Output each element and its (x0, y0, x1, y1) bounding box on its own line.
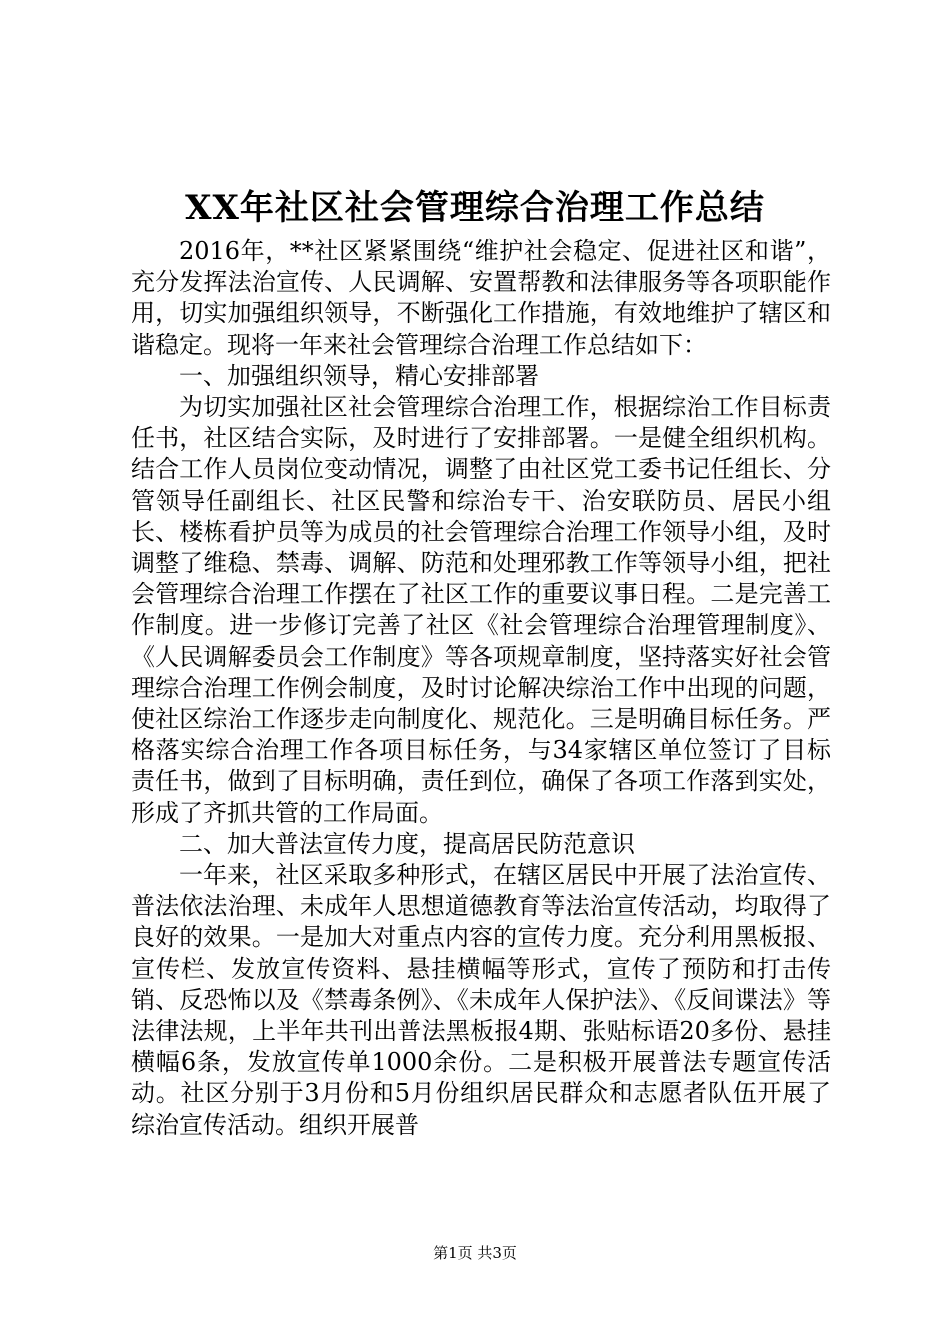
section-body-2: 一年来，社区采取多种形式，在辖区居民中开展了法治宣传、普法依法治理、未成年人思想道德教育等法治宣传活动，均取得了良好的效果。一是加大对重点内容的宣传力度。充分利用黑板报、宣传栏、发放宣传资料、悬挂横幅等形式，宣传了预防和打击传销、反恐怖以及《禁毒条例》、《未成年人保护法》、《反间谍法》等法律法规，上半年共刊出普法黑板报4期、张贴标语20多份、悬挂横幅6条，发放宣传单1000余份。二是积极开展普法专题宣传活动。社区分别于3月份和5月份组织居民群众和志愿者队伍开展了综治宣传活动。组织开展普 (131, 861, 831, 1139)
document-body (131, 236, 831, 1141)
document-title: XX年社区社会管理综合治理工作总结 (185, 188, 765, 228)
section-heading-1: 一、加强组织领导，精心安排部署 (179, 361, 539, 390)
section-heading-2: 二、加大普法宣传力度，提高居民防范意识 (179, 829, 635, 858)
section-body-1: 为切实加强社区社会管理综合治理工作，根据综治工作目标责任书，社区结合实际，及时进行了安排部署。一是健全组织机构。结合工作人员岗位变动情况，调整了由社区党工委书记任组长、分管领导任副组长、社区民警和综治专干、治安联防员、居民小组长、楼栋看护员等为成员的社会管理综合治理工作领导小组，及时调整了维稳、禁毒、调解、防范和处理邪教工作等领导小组，把社会管理综合治理工作摆在了社区工作的重要议事日程。二是完善工作制度。进一步修订完善了社区《社会管理综合治理管理制度》、《人民调解委员会工作制度》等各项规章制度，坚持落实好社会管理综合治理工作例会制度，及时讨论解决综治工作中出现的问题，使社区综治工作逐步走向制度化、规范化。三是明确目标任务。严格落实综合治理工作各项目标任务，与34家辖区单位签订了目标责任书，做到了目标明确，责任到位，确保了各项工作落到实处，形成了齐抓共管的工作局面。 (131, 393, 831, 827)
page-footer: 第1页 共3页 (433, 1244, 517, 1262)
intro-paragraph: 2016年，**社区紧紧围绕“维护社会稳定、促进社区和谐”，充分发挥法治宣传、人民调解、安置帮教和法律服务等各项职能作用，切实加强组织领导，不断强化工作措施，有效地维护了辖区和谐稳定。现将一年来社会管理综合治理工作总结如下： (131, 237, 831, 359)
